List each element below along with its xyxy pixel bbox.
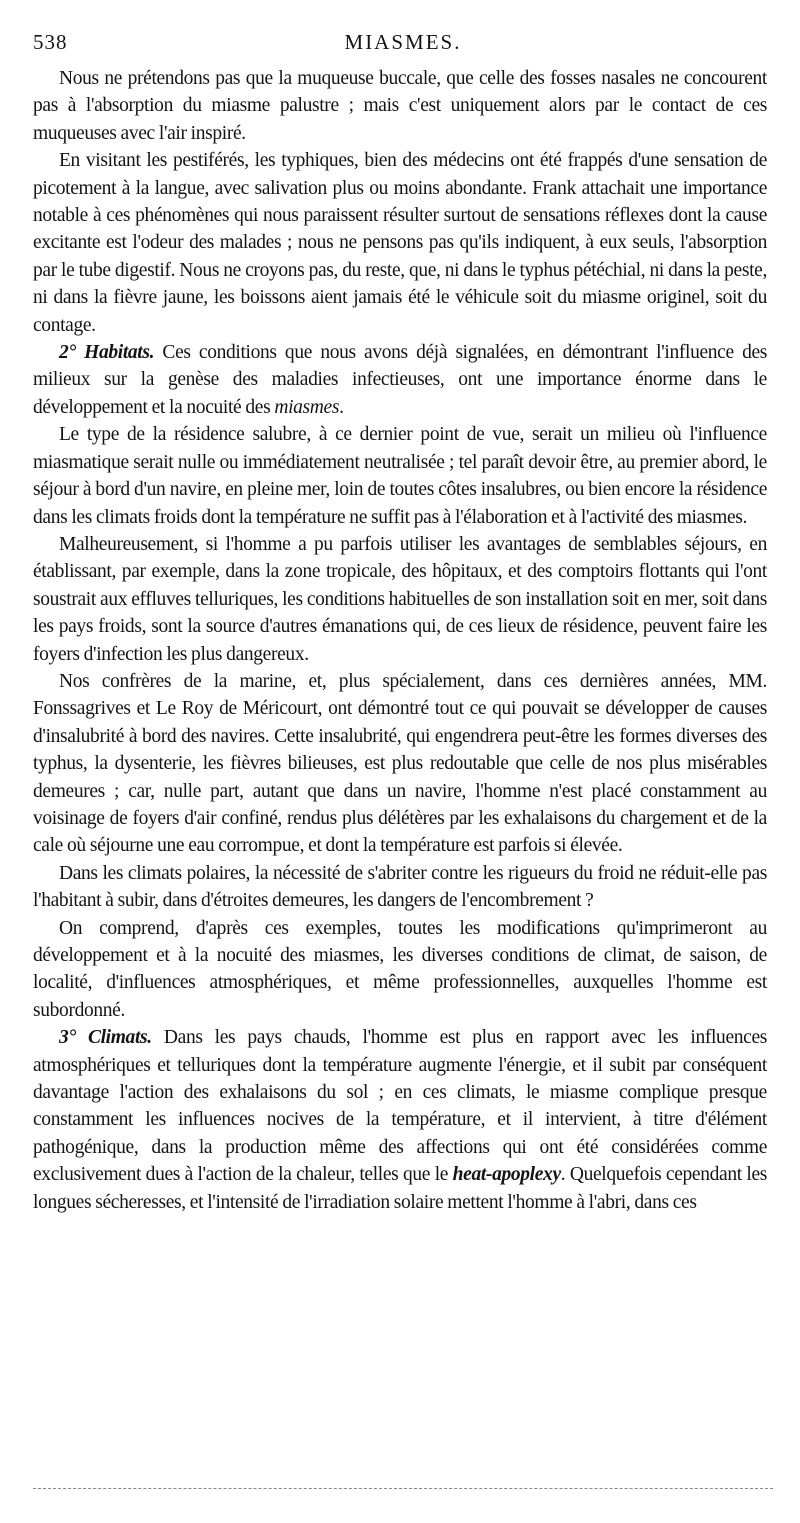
running-title: MIASMES. (344, 30, 462, 54)
paragraph-text: Nos confrères de la marine, et, plus spécialement, dans ces dernières années, MM. Fonssagrives et Le Roy de Méricourt, ont démontré tout ce qui pouvait se développer de causes d'insalubrité à bord des navires. Cette insalubrité, qui engendrera peut-être les formes diverses des typhus, la dysenterie, les fièvres bilieuses, est plus redoutable que celle de nos plus misérables demeures ; car, nulle part, autant que dans un navire, l'homme n'est placé constamment au voisinage de foyers d'air confiné, rendus plus délétères par les exhalaisons du chargement et de la cale où séjourne une eau corrompue, et dont la température est parfois si élevée. (33, 670, 767, 857)
italic-term: miasmes (274, 396, 340, 418)
italic-term: heat-apoplexy (452, 1164, 561, 1186)
paragraph-text: Dans les pays chauds, l'homme est plus en rapport avec les influences atmosphériques et telluriques dont la température augmente l'énergie, et il subit par conséquent davantage l'action des exhalaisons du sol ; en ces climats, le miasme complique presque constamment les influences nocives de la température, et il intervient, à titre d'élément pathogénique, dans la production même des affections qui ont été considérées comme exclusivement dues à l'action de la chaleur, telles que le (33, 1027, 768, 1186)
paragraph-tail: . Quelquefois cependant les longues sécheresses, et l'intensité de l'irradiation solaire mettent l'homme à l'abri, dans ces (33, 1164, 767, 1213)
paragraph-9 (33, 1024, 767, 1216)
paragraph-5 (33, 531, 767, 668)
paragraph-text: Le type de la résidence salubre, à ce dernier point de vue, serait un milieu où l'influence miasmatique serait nulle ou immédiatement neutralisée ; tel paraît devoir être, au premier abord, le séjour à bord d'un navire, en pleine mer, loin de toutes côtes insalubres, ou bien encore la résidence dans les climats froids dont la température ne suffit pas à l'élaboration et à l'activité des miasmes. (33, 424, 767, 528)
page-header (33, 30, 773, 62)
paragraph-6 (33, 668, 767, 860)
paragraph-text: En visitant les pestiférés, les typhiques, bien des médecins ont été frappés d'une sensation de picotement à la langue, avec salivation plus ou moins abondante. Frank attachait une importance notable à ces phénomènes qui nous paraissent résulter surtout de sensations réflexes dont la cause excitante est l'odeur des malades ; nous ne pensons pas qu'ils indiquent, à eux seuls, l'absorption par le tube digestif. Nous ne croyons pas, du reste, que, ni dans le typhus pétéchial, ni dans la peste, ni dans la fièvre jaune, les boissons aient jamais été le véhicule soit du miasme originel, soit du contage. (33, 150, 767, 336)
section-heading-climats: 3° Climats. (59, 1027, 152, 1049)
paragraph-3 (33, 339, 767, 421)
page-number: 538 (33, 30, 68, 54)
paragraph-1 (33, 65, 767, 147)
section-heading-habitats: 2° Habitats. (59, 342, 155, 364)
paragraph-text: Dans les climats polaires, la nécessité de s'abriter contre les rigueurs du froid ne réduit-elle pas l'habitant à subir, dans d'étroites demeures, les dangers de l'encombrement ? (33, 862, 767, 912)
paragraph-text: Ces conditions que nous avons déjà signalées, en démontrant l'influence des milieux sur la genèse des maladies infectieuses, ont une importance énorme dans le développement et la nocuité des (33, 342, 768, 418)
paragraph-8 (33, 915, 767, 1025)
paragraph-text: Nous ne prétendons pas que la muqueuse buccale, que celle des fosses nasales ne concourent pas à l'absorption du miasme palustre ; mais c'est uniquement alors par le contact de ces muqueuses avec l'air inspiré. (33, 68, 767, 144)
paragraph-text: Malheureusement, si l'homme a pu parfois utiliser les avantages de semblables séjours, en établissant, par exemple, dans la zone tropicale, des hôpitaux, et des comptoirs flottants qui l'ont soustrait aux effluves telluriques, les conditions habituelles de son installation soit en mer, soit dans les pays froids, sont la source d'autres émanations qui, de ces lieux de résidence, peuvent faire les foyers d'infection les plus dangereux. (33, 533, 767, 665)
paragraph-7 (33, 860, 767, 915)
body-text (33, 65, 767, 1216)
paragraph-tail: . (339, 396, 344, 418)
paragraph-text: On comprend, d'après ces exemples, toutes les modifications qu'imprimeront au développement et à la nocuité des miasmes, les diverses conditions de climat, de saison, de localité, d'influences atmosphériques, et même professionnelles, auxquelles l'homme est subordonné. (33, 917, 767, 1021)
footer-rule (33, 1488, 773, 1489)
paragraph-4 (33, 421, 767, 531)
paragraph-2 (33, 147, 767, 339)
